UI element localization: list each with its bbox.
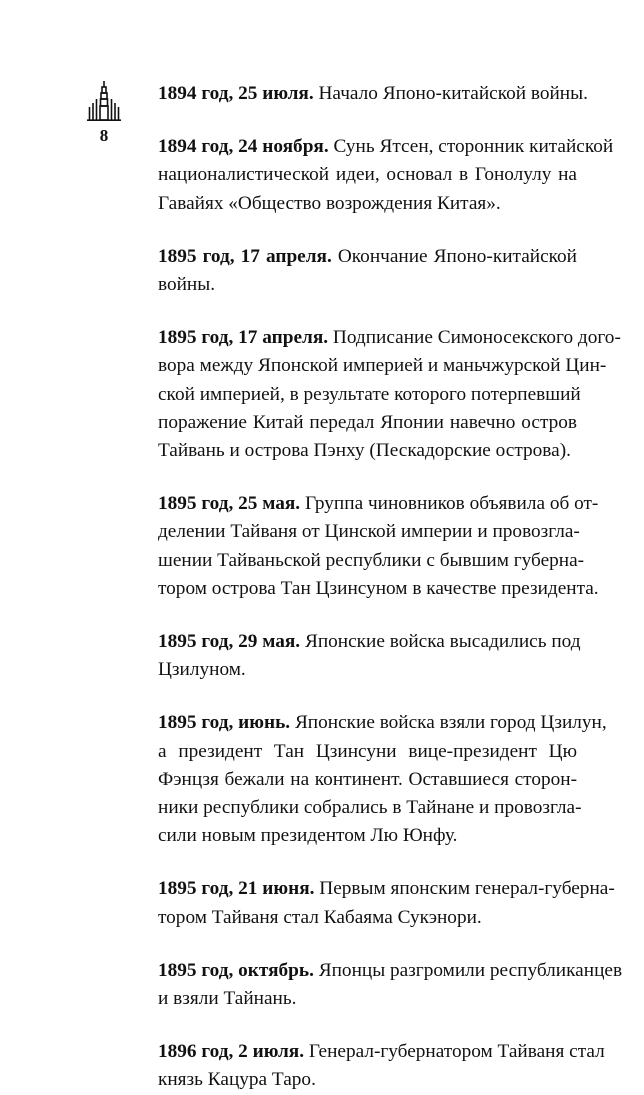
chronology-entry [158, 1038, 605, 1094]
entry-line [158, 822, 577, 850]
entry-date: 1895 год, июнь. [158, 712, 291, 734]
chronology-entry [158, 709, 607, 850]
entry-text: Группа чиновников объявила об от- [304, 493, 599, 515]
entry-text: Генерал-губернатором Тайваня стал [308, 1041, 605, 1063]
page-marker [85, 79, 123, 145]
entry-text: ской империей, в результате которого потерпевший [158, 383, 581, 405]
entry-date: 1895 год, 29 мая. [158, 631, 301, 653]
entry-text: а президент Тан Цзинсуни вице-президент Цю [158, 740, 577, 762]
entry-date: 1895 год, 25 мая. [158, 493, 301, 515]
entry-line [158, 656, 577, 684]
chronology-entry [158, 243, 577, 299]
entry-line [158, 957, 623, 985]
entry-date: 1895 год, 17 апреля. [158, 245, 332, 267]
entry-line [158, 904, 577, 932]
chronology-entry [158, 80, 588, 108]
entry-line [158, 575, 599, 603]
chronology-entry [158, 324, 621, 465]
chronology-list [158, 80, 623, 1095]
entry-line [158, 381, 581, 409]
entry-line [158, 243, 577, 271]
entry-line [158, 766, 577, 794]
entry-text: Цзилуном. [158, 659, 246, 681]
entry-text: делении Тайваня от Цинской империи и провозгла- [158, 521, 580, 543]
entry-date: 1894 год, 25 июля. [158, 83, 314, 104]
entry-text: тором Тайваня стал Кабаяма Сукэнори. [158, 906, 482, 928]
entry-text: ники республики собрались в Тайнане и провозгла- [158, 797, 582, 819]
entry-text: Начало Японо-китайской войны. [318, 83, 588, 104]
entry-text: Первым японским генерал-губерна- [319, 878, 615, 900]
chronology-entry [158, 133, 614, 218]
entry-text: Японцы разгромили республиканцев [318, 959, 623, 981]
entry-line [158, 709, 607, 737]
entry-text: тором острова Тан Цзинсуном в качестве президента. [158, 577, 599, 599]
entry-text: войны. [158, 274, 216, 296]
entry-line [158, 985, 577, 1013]
entry-line [158, 437, 577, 465]
chronology-entry [158, 957, 623, 1013]
entry-line [158, 133, 614, 161]
entry-line [158, 738, 577, 766]
entry-line [158, 547, 585, 575]
skyline-tower-icon [87, 79, 121, 121]
entry-line [158, 409, 577, 437]
entry-line [158, 1038, 605, 1066]
entry-line [158, 80, 588, 108]
entry-text: сили новым президентом Лю Юнфу. [158, 825, 458, 847]
entry-text: вора между Японской империей и маньчжурской Цин- [158, 355, 607, 377]
entry-text: националистической идеи, основал в Гонолулу на [158, 164, 577, 186]
entry-line [158, 518, 580, 546]
entry-line [158, 190, 577, 218]
entry-line [158, 875, 615, 903]
entry-text: Гавайях «Общество возрождения Китая». [158, 192, 501, 214]
entry-text: Японские войска взяли город Цзилун, [294, 712, 607, 734]
page-number: 8 [99, 126, 109, 145]
entry-date: 1895 год, 21 июня. [158, 878, 315, 900]
entry-date: 1894 год, 24 ноября. [158, 136, 329, 158]
chronology-entry [158, 628, 581, 684]
entry-date: 1896 год, 2 июля. [158, 1041, 305, 1063]
chronology-entry [158, 490, 599, 603]
entry-text: Подписание Симоносекского дого- [332, 327, 621, 349]
entry-line [158, 1066, 577, 1094]
entry-text: и взяли Тайнань. [158, 988, 297, 1010]
entry-date: 1895 год, 17 апреля. [158, 327, 329, 349]
entry-line [158, 161, 577, 189]
entry-text: Тайвань и острова Пэнху (Пескадорские острова). [158, 440, 571, 462]
entry-line [158, 794, 582, 822]
entry-line [158, 324, 621, 352]
entry-line [158, 271, 577, 299]
entry-text: Сунь Ятсен, сторонник китайской [333, 136, 614, 158]
entry-text: Окончание Японо-китайской [337, 245, 577, 267]
entry-line [158, 490, 599, 518]
entry-line [158, 628, 581, 656]
entry-text: князь Кацура Таро. [158, 1069, 316, 1091]
entry-line [158, 352, 607, 380]
entry-text: Японские войска высадились под [304, 631, 581, 653]
chronology-entry [158, 875, 615, 931]
entry-text: поражение Китай передал Японии навечно остров [158, 411, 577, 433]
entry-text: шении Тайваньской республики с бывшим губерна- [158, 549, 585, 571]
entry-date: 1895 год, октябрь. [158, 959, 314, 981]
entry-text: Фэнцзя бежали на континент. Оставшиеся сторон- [158, 768, 577, 790]
